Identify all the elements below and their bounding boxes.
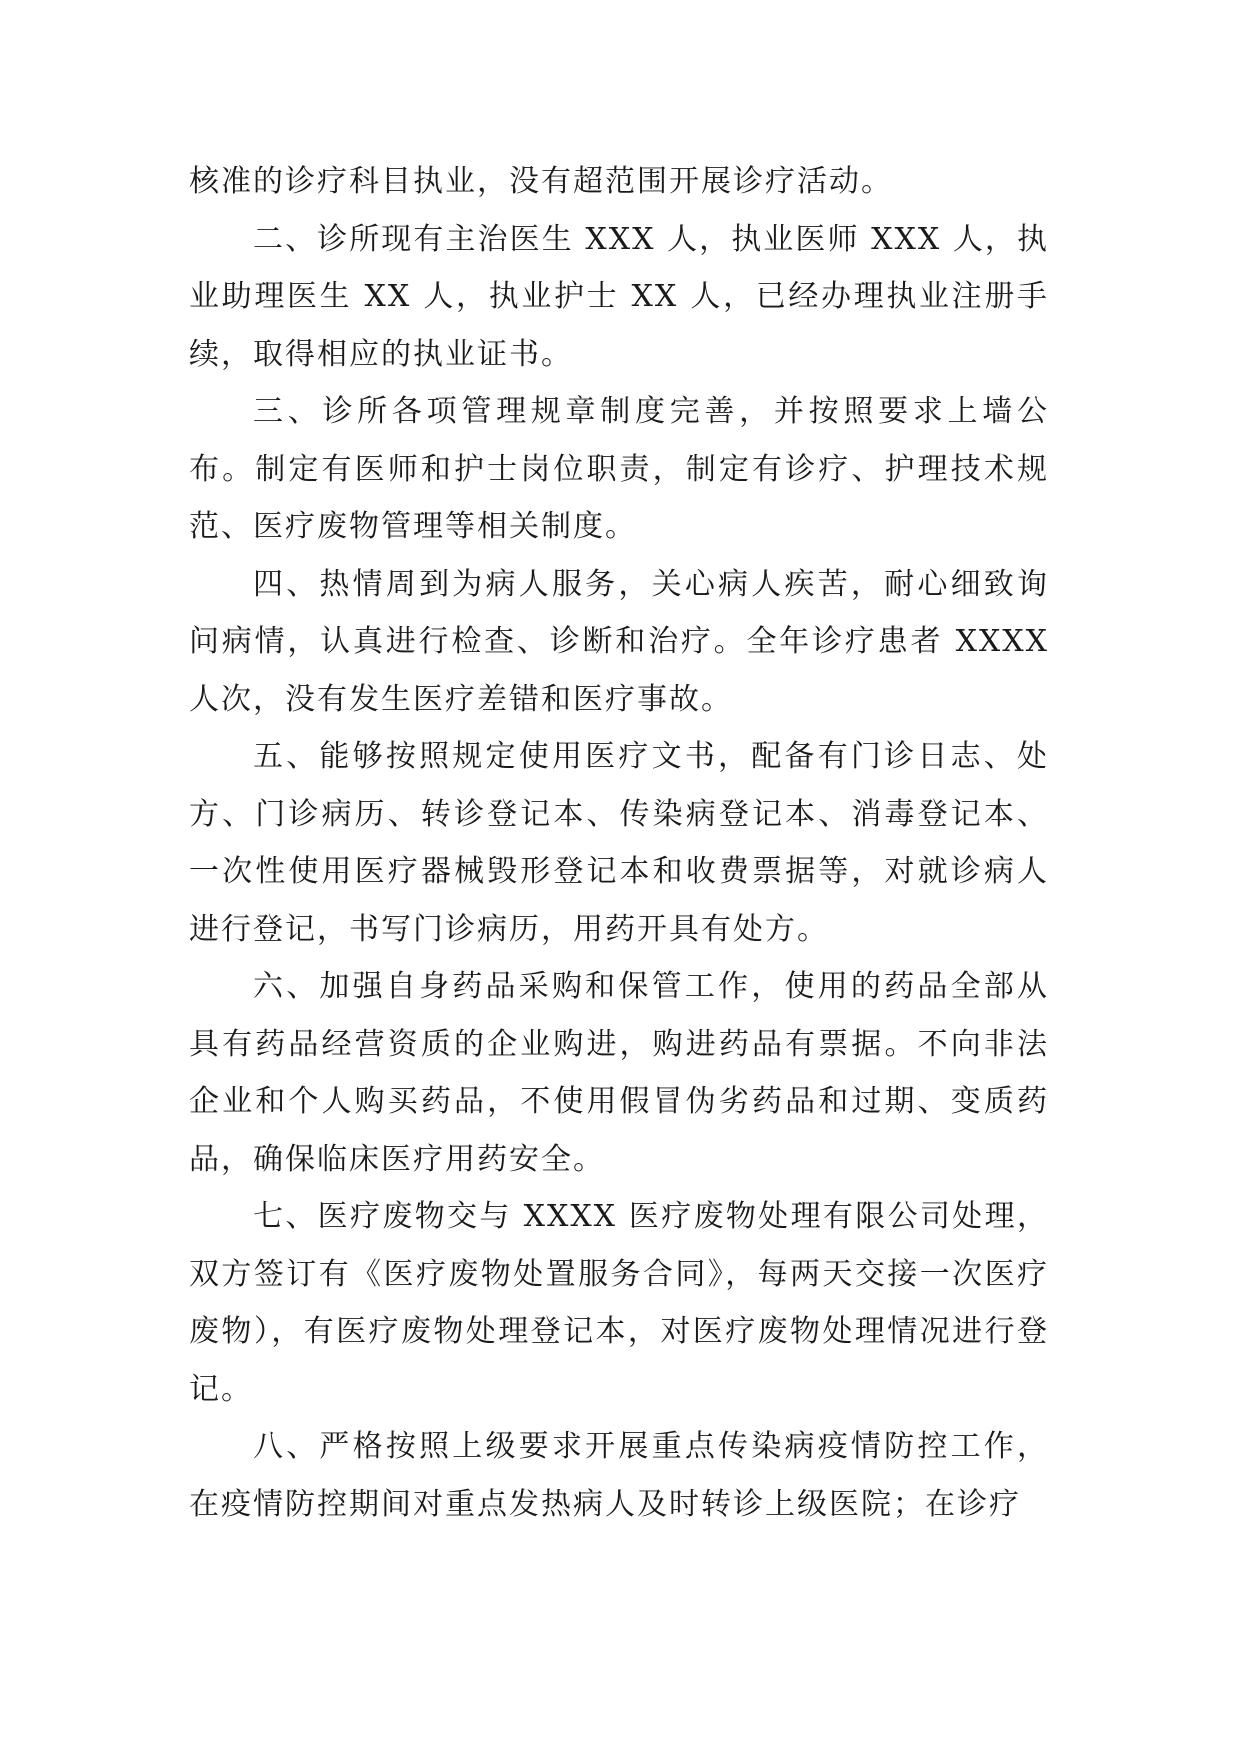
paragraph-item-3: 三、诊所各项管理规章制度完善，并按照要求上墙公布。制定有医师和护士岗位职责，制定有诊疗、护理技术规范、医疗废物管理等相关制度。	[189, 394, 1049, 544]
document-body	[189, 153, 1049, 1533]
paragraph-item-8: 八、严格按照上级要求开展重点传染病疫情防控工作，在疫情防控期间对重点发热病人及时转诊上级医院；在诊疗	[189, 1429, 1049, 1522]
paragraph-item-2: 二、诊所现有主治医生 XXX 人，执业医师 XXX 人，执业助理医生 XX 人，执业护士 XX 人，已经办理执业注册手续，取得相应的执业证书。	[189, 221, 1049, 372]
paragraph-item-5: 五、能够按照规定使用医疗文书，配备有门诊日志、处方、门诊病历、转诊登记本、传染病登记本、消毒登记本、一次性使用医疗器械毁形登记本和收费票据等，对就诊病人进行登记，书写门诊病历，用药开具有处方。	[189, 739, 1049, 947]
paragraph-item-7: 七、医疗废物交与 XXXX 医疗废物处理有限公司处理，双方签订有《医疗废物处置服务合同》，每两天交接一次医疗废物），有医疗废物处理登记本，对医疗废物处理情况进行登记。	[189, 1199, 1049, 1407]
paragraph-item-6: 六、加强自身药品采购和保管工作，使用的药品全部从具有药品经营资质的企业购进，购进药品有票据。不向非法企业和个人购买药品，不使用假冒伪劣药品和过期、变质药品，确保临床医疗用药安全。	[189, 969, 1049, 1177]
paragraph-continuation: 核准的诊疗科目执业，没有超范围开展诊疗活动。	[189, 164, 893, 199]
paragraph-item-4: 四、热情周到为病人服务，关心病人疾苦，耐心细致询问病情，认真进行检查、诊断和治疗。全年诊疗患者 XXXX 人次，没有发生医疗差错和医疗事故。	[189, 566, 1049, 717]
